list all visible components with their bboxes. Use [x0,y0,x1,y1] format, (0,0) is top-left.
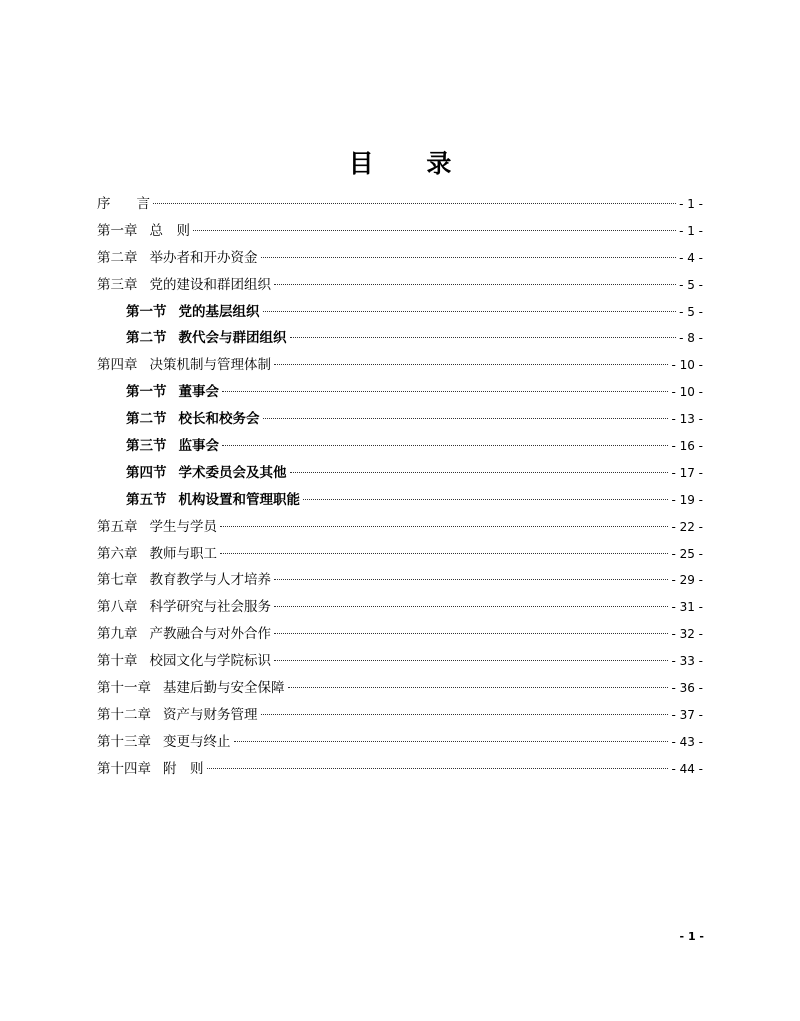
toc-entry-10[interactable] [97,433,703,460]
toc-entry-title: 变更与终止 [163,733,231,750]
toc-entry-number: 第二节 [126,330,167,347]
toc-entry-label [126,433,219,460]
toc-entry-title: 科学研究与社会服务 [149,599,271,616]
toc-entry-title: 学生与学员 [149,518,217,535]
toc-entry-title: 言 [136,196,150,212]
toc-entry-number: 第八章 [97,599,138,616]
toc-entry-label [97,541,217,568]
toc-entry-title: 教师与职工 [149,545,217,562]
toc-entry-label [97,352,271,379]
toc-entry-17[interactable] [97,621,703,648]
toc-entry-number: 第一章 [97,222,138,239]
toc-leader-dots [153,203,676,204]
toc-entry-number: 第三章 [97,276,138,293]
toc-entry-label [97,756,204,783]
toc-entry-label [97,514,217,541]
toc-leader-dots [263,418,669,419]
toc-entry-5[interactable] [97,299,703,326]
toc-leader-dots [288,687,669,688]
toc-entry-number: 第一节 [126,303,167,320]
toc-entry-page: - 1 - [679,223,703,238]
toc-entry-page: - 44 - [671,761,703,776]
toc-entry-label [97,702,258,729]
toc-entry-page: - 31 - [671,600,703,615]
toc-entry-title: 资产与财务管理 [163,706,258,723]
toc-entry-number: 第十一章 [97,680,151,697]
toc-entry-number: 第十二章 [97,706,151,723]
toc-entry-title: 总 则 [149,222,190,239]
toc-entry-page: - 29 - [671,573,703,588]
toc-entry-22[interactable] [97,756,703,783]
toc-leader-dots [220,553,668,554]
toc-entry-title: 基建后勤与安全保障 [163,680,285,697]
toc-entry-label [97,729,231,756]
toc-entry-title: 决策机制与管理体制 [149,357,271,374]
toc-leader-dots [274,660,668,661]
toc-entry-page: - 8 - [679,331,703,346]
toc-leader-dots [222,445,668,446]
toc-entry-label [126,487,300,514]
toc-entry-page: - 36 - [671,681,703,696]
toc-entry-title: 党的建设和群团组织 [149,276,271,293]
toc-entry-20[interactable] [97,702,703,729]
toc-entry-title: 附 则 [163,760,204,777]
toc-entry-number: 第五章 [97,518,138,535]
toc-entry-title: 董事会 [178,384,219,401]
toc-entry-2[interactable] [97,218,703,245]
toc-leader-dots [274,284,676,285]
toc-leader-dots [274,364,668,365]
toc-entry-page: - 33 - [671,654,703,669]
toc-entry-11[interactable] [97,460,703,487]
toc-leader-dots [261,714,669,715]
toc-leader-dots [303,499,668,500]
toc-entry-page: - 10 - [671,358,703,373]
toc-entry-12[interactable] [97,487,703,514]
toc-entry-6[interactable] [97,325,703,352]
toc-entry-page: - 25 - [671,546,703,561]
toc-leader-dots [274,606,668,607]
toc-entry-label [97,621,271,648]
toc-entry-number: 第四节 [126,464,167,481]
toc-entry-15[interactable] [97,567,703,594]
toc-entry-number: 第一节 [126,384,167,401]
table-of-contents [97,191,703,783]
toc-entry-number: 第五节 [126,491,167,508]
toc-entry-label [97,594,271,621]
toc-entry-number: 第七章 [97,572,138,589]
toc-entry-label [126,379,219,406]
toc-entry-page: - 1 - [679,197,703,211]
toc-entry-page: - 16 - [671,439,703,454]
toc-entry-number: 第二节 [126,411,167,428]
toc-entry-title: 机构设置和管理职能 [178,491,300,508]
toc-entry-13[interactable] [97,514,703,541]
toc-leader-dots [274,579,668,580]
toc-entry-label [126,406,260,433]
toc-entry-title: 校长和校务会 [178,411,260,428]
toc-entry-page: - 5 - [679,277,703,292]
page-title: 目 录 [348,149,474,178]
toc-entry-label [126,460,287,487]
toc-entry-page: - 4 - [679,250,703,265]
toc-entry-number: 第十三章 [97,733,151,750]
toc-entry-19[interactable] [97,675,703,702]
toc-entry-page: - 10 - [671,385,703,400]
toc-entry-18[interactable] [97,648,703,675]
toc-entry-number: 第二章 [97,249,138,266]
toc-entry-1[interactable] [97,191,703,218]
toc-leader-dots [222,391,668,392]
toc-entry-title: 教育教学与人才培养 [149,572,271,589]
toc-entry-page: - 5 - [679,304,703,319]
toc-entry-7[interactable] [97,352,703,379]
toc-entry-title: 举办者和开办资金 [149,249,258,266]
toc-entry-number: 第六章 [97,545,138,562]
toc-entry-page: - 13 - [671,412,703,427]
toc-entry-title: 党的基层组织 [178,303,260,320]
toc-entry-page: - 17 - [671,465,703,480]
toc-entry-8[interactable] [97,379,703,406]
toc-entry-number: 第四章 [97,357,138,374]
toc-entry-label [126,299,260,326]
toc-entry-4[interactable] [97,272,703,299]
toc-entry-page: - 19 - [671,492,703,507]
toc-leader-dots [261,257,677,258]
toc-entry-number: 第九章 [97,626,138,643]
toc-entry-number: 第三节 [126,438,167,455]
toc-entry-14[interactable] [97,541,703,568]
toc-entry-number: 序 [97,196,111,212]
toc-leader-dots [290,472,669,473]
toc-entry-label [97,245,258,272]
toc-entry-page: - 22 - [671,519,703,534]
toc-entry-title: 学术委员会及其他 [178,464,287,481]
toc-entry-title: 校园文化与学院标识 [149,653,271,670]
toc-entry-3[interactable] [97,245,703,272]
toc-leader-dots [220,526,668,527]
toc-entry-title: 教代会与群团组织 [178,330,287,347]
toc-entry-label [97,675,285,702]
toc-entry-title: 监事会 [178,438,219,455]
toc-entry-page: - 43 - [671,734,703,749]
toc-entry-label [126,325,287,352]
toc-leader-dots [207,768,669,769]
toc-leader-dots [193,230,676,231]
toc-entry-label [97,648,271,675]
toc-leader-dots [290,337,677,338]
toc-entry-number: 第十章 [97,653,138,670]
toc-entry-16[interactable] [97,594,703,621]
toc-entry-number: 第十四章 [97,760,151,777]
page-number: - 1 - [679,930,704,943]
toc-entry-label [97,218,190,245]
toc-leader-dots [234,741,669,742]
toc-entry-page: - 32 - [671,627,703,642]
toc-entry-label [97,272,271,299]
toc-entry-21[interactable] [97,729,703,756]
toc-entry-label [97,191,150,218]
toc-entry-9[interactable] [97,406,703,433]
toc-entry-label [97,567,271,594]
toc-entry-title: 产教融合与对外合作 [149,626,271,643]
toc-entry-page: - 37 - [671,707,703,722]
toc-leader-dots [274,633,668,634]
toc-leader-dots [263,311,677,312]
